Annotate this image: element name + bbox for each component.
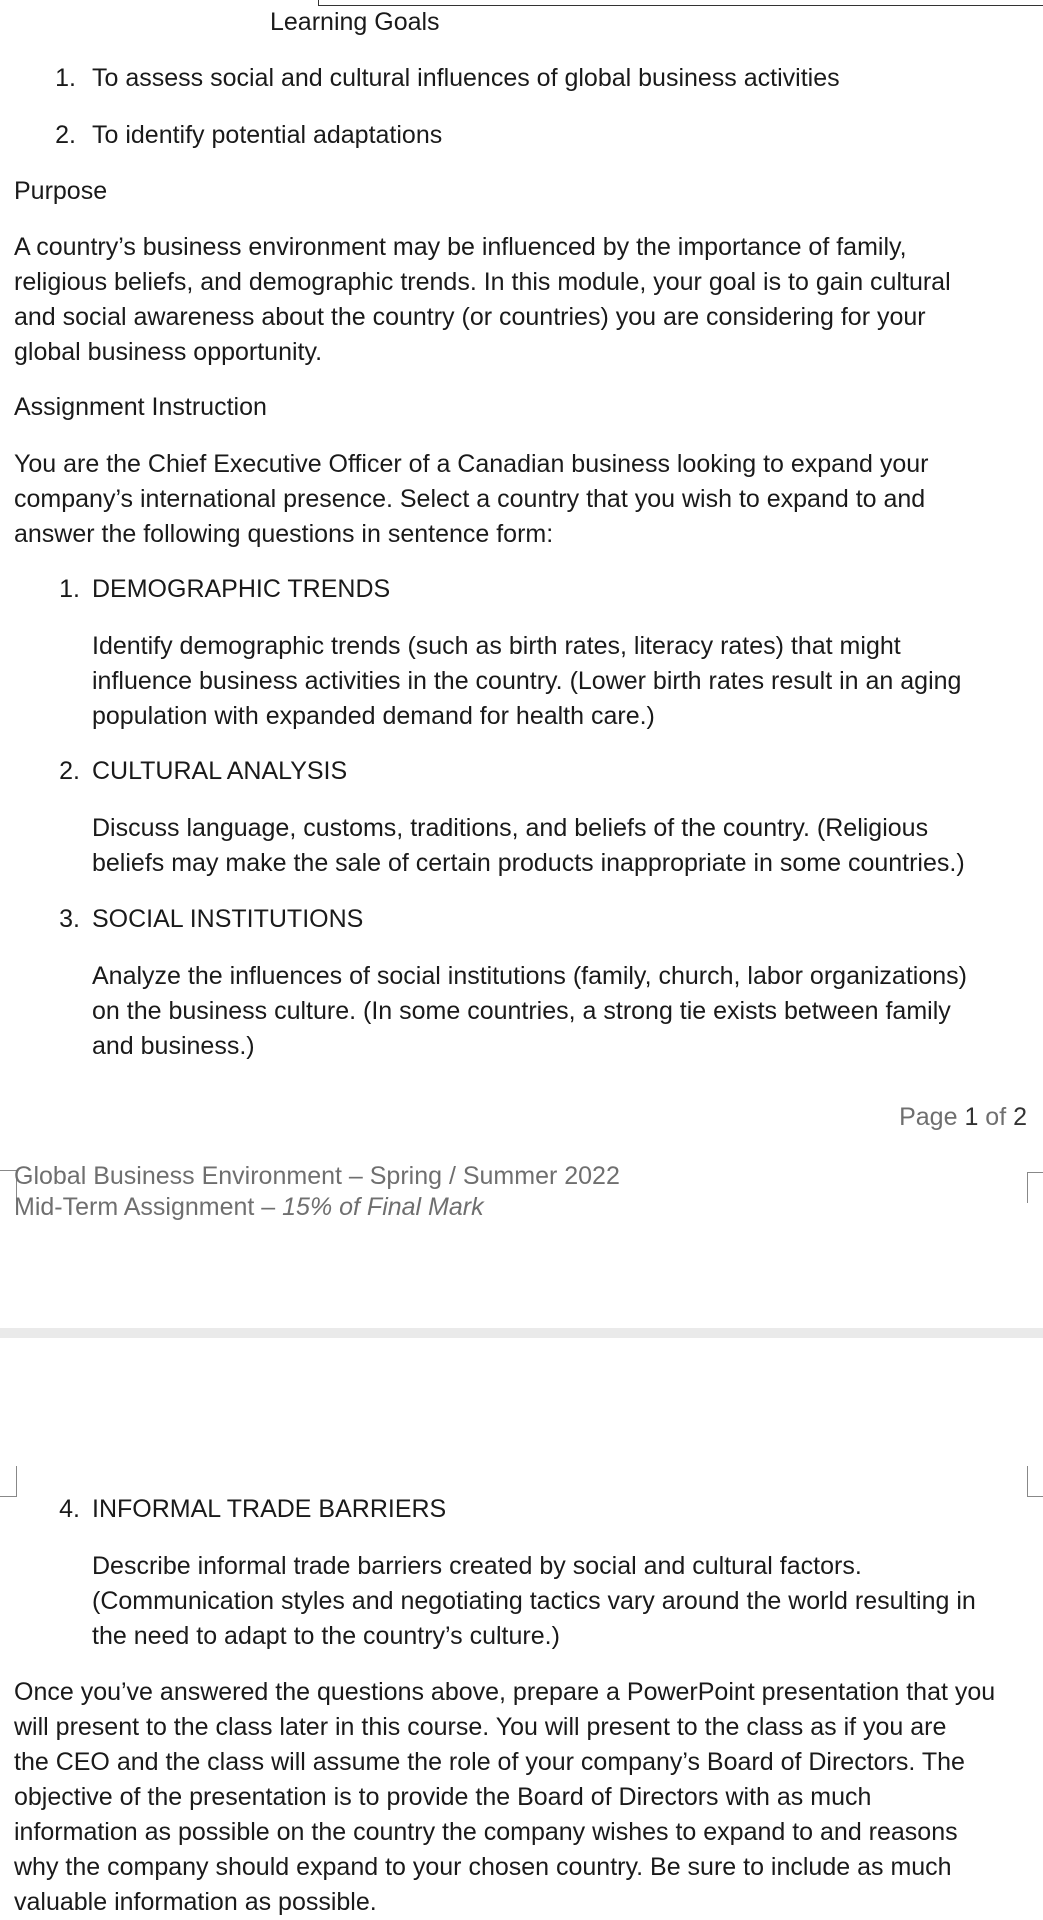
- text-line: A country’s business environment may be influenced by the importance of family,: [14, 233, 907, 261]
- text-line: the need to adapt to the country’s culture.): [92, 1622, 560, 1650]
- text-line: influence business activities in the country. (Lower birth rates result in an aging: [92, 667, 962, 695]
- purpose-paragraph: [14, 230, 1029, 370]
- text-line: will present to the class later in this course. You will present to the class as if you are: [14, 1713, 947, 1741]
- crop-mark: [1027, 1466, 1043, 1497]
- text-line: the CEO and the class will assume the role of your company’s Board of Directors. The: [14, 1748, 965, 1776]
- text-line: and social awareness about the country (or countries) you are considering for your: [14, 303, 926, 331]
- section-title-informal-trade-barriers: INFORMAL TRADE BARRIERS: [92, 1495, 447, 1523]
- text-line: company’s international presence. Select a country that you wish to expand to and: [14, 485, 926, 513]
- page-break: [0, 1328, 1043, 1338]
- crop-mark: [1027, 1172, 1043, 1203]
- text-line: Identify demographic trends (such as birth rates, literacy rates) that might: [92, 632, 901, 660]
- section-body-cultural-analysis: [92, 811, 1027, 881]
- goal-number: 2.: [55, 121, 76, 149]
- section-body-demographic-trends: [92, 629, 1027, 734]
- section-body-informal-trade-barriers: [92, 1549, 1027, 1654]
- text-line: Describe informal trade barriers created by social and cultural factors.: [92, 1552, 862, 1580]
- text-line: why the company should expand to your chosen country. Be sure to include as much: [14, 1853, 952, 1881]
- footer-weight: 15% of Final Mark: [282, 1193, 484, 1221]
- crop-mark: [0, 1466, 17, 1497]
- purpose-heading: Purpose: [14, 177, 108, 205]
- text-line: population with expanded demand for health care.): [92, 702, 655, 730]
- text-line: religious beliefs, and demographic trends. In this module, your goal is to gain cultural: [14, 268, 951, 296]
- text-line: You are the Chief Executive Officer of a Canadian business looking to expand your: [14, 450, 929, 478]
- page-number: [899, 1100, 1027, 1135]
- assignment-heading: Assignment Instruction: [14, 393, 267, 421]
- page-number-prefix: Page: [899, 1103, 965, 1131]
- text-line: global business opportunity.: [14, 338, 323, 366]
- text-line: information as possible on the country the company wishes to expand to and reasons: [14, 1818, 958, 1846]
- page-number-total: 2: [1013, 1103, 1027, 1131]
- section-number: 1.: [59, 575, 80, 603]
- text-line: beliefs may make the sale of certain products inappropriate in some countries.): [92, 849, 965, 877]
- footer-assignment-label: Mid-Term Assignment –: [14, 1193, 283, 1221]
- section-title-social-institutions: SOCIAL INSTITUTIONS: [92, 905, 364, 933]
- section-title-demographic-trends: DEMOGRAPHIC TRENDS: [92, 575, 391, 603]
- section-number: 4.: [59, 1495, 80, 1523]
- goal-text: To identify potential adaptations: [92, 121, 443, 149]
- goal-text: To assess social and cultural influences of global business activities: [92, 64, 840, 92]
- text-line: answer the following questions in sentence form:: [14, 520, 554, 548]
- text-line: on the business culture. (In some countries, a strong tie exists between family: [92, 997, 951, 1025]
- text-line: Analyze the influences of social institutions (family, church, labor organizations): [92, 962, 967, 990]
- closing-paragraph: [14, 1675, 1029, 1920]
- section-body-social-institutions: [92, 959, 1027, 1064]
- learning-goals-title: Learning Goals: [270, 8, 440, 36]
- page-number-current: 1: [964, 1103, 979, 1131]
- text-line: and business.): [92, 1032, 255, 1060]
- section-number: 3.: [59, 905, 80, 933]
- text-line: (Communication styles and negotiating tactics vary around the world resulting in: [92, 1587, 976, 1615]
- assignment-paragraph: [14, 447, 1029, 552]
- section-title-cultural-analysis: CULTURAL ANALYSIS: [92, 757, 348, 785]
- footer-course-title: Global Business Environment – Spring / Summer 2022: [14, 1162, 620, 1190]
- text-line: Once you’ve answered the questions above, prepare a PowerPoint presentation that you: [14, 1678, 996, 1706]
- footer-assignment-info: [14, 1190, 484, 1225]
- text-line: valuable information as possible.: [14, 1888, 377, 1916]
- text-line: objective of the presentation is to provide the Board of Directors with as much: [14, 1783, 872, 1811]
- page-number-middle: of: [978, 1103, 1014, 1131]
- text-line: Discuss language, customs, traditions, and beliefs of the country. (Religious: [92, 814, 929, 842]
- goal-number: 1.: [55, 64, 76, 92]
- section-number: 2.: [59, 757, 80, 785]
